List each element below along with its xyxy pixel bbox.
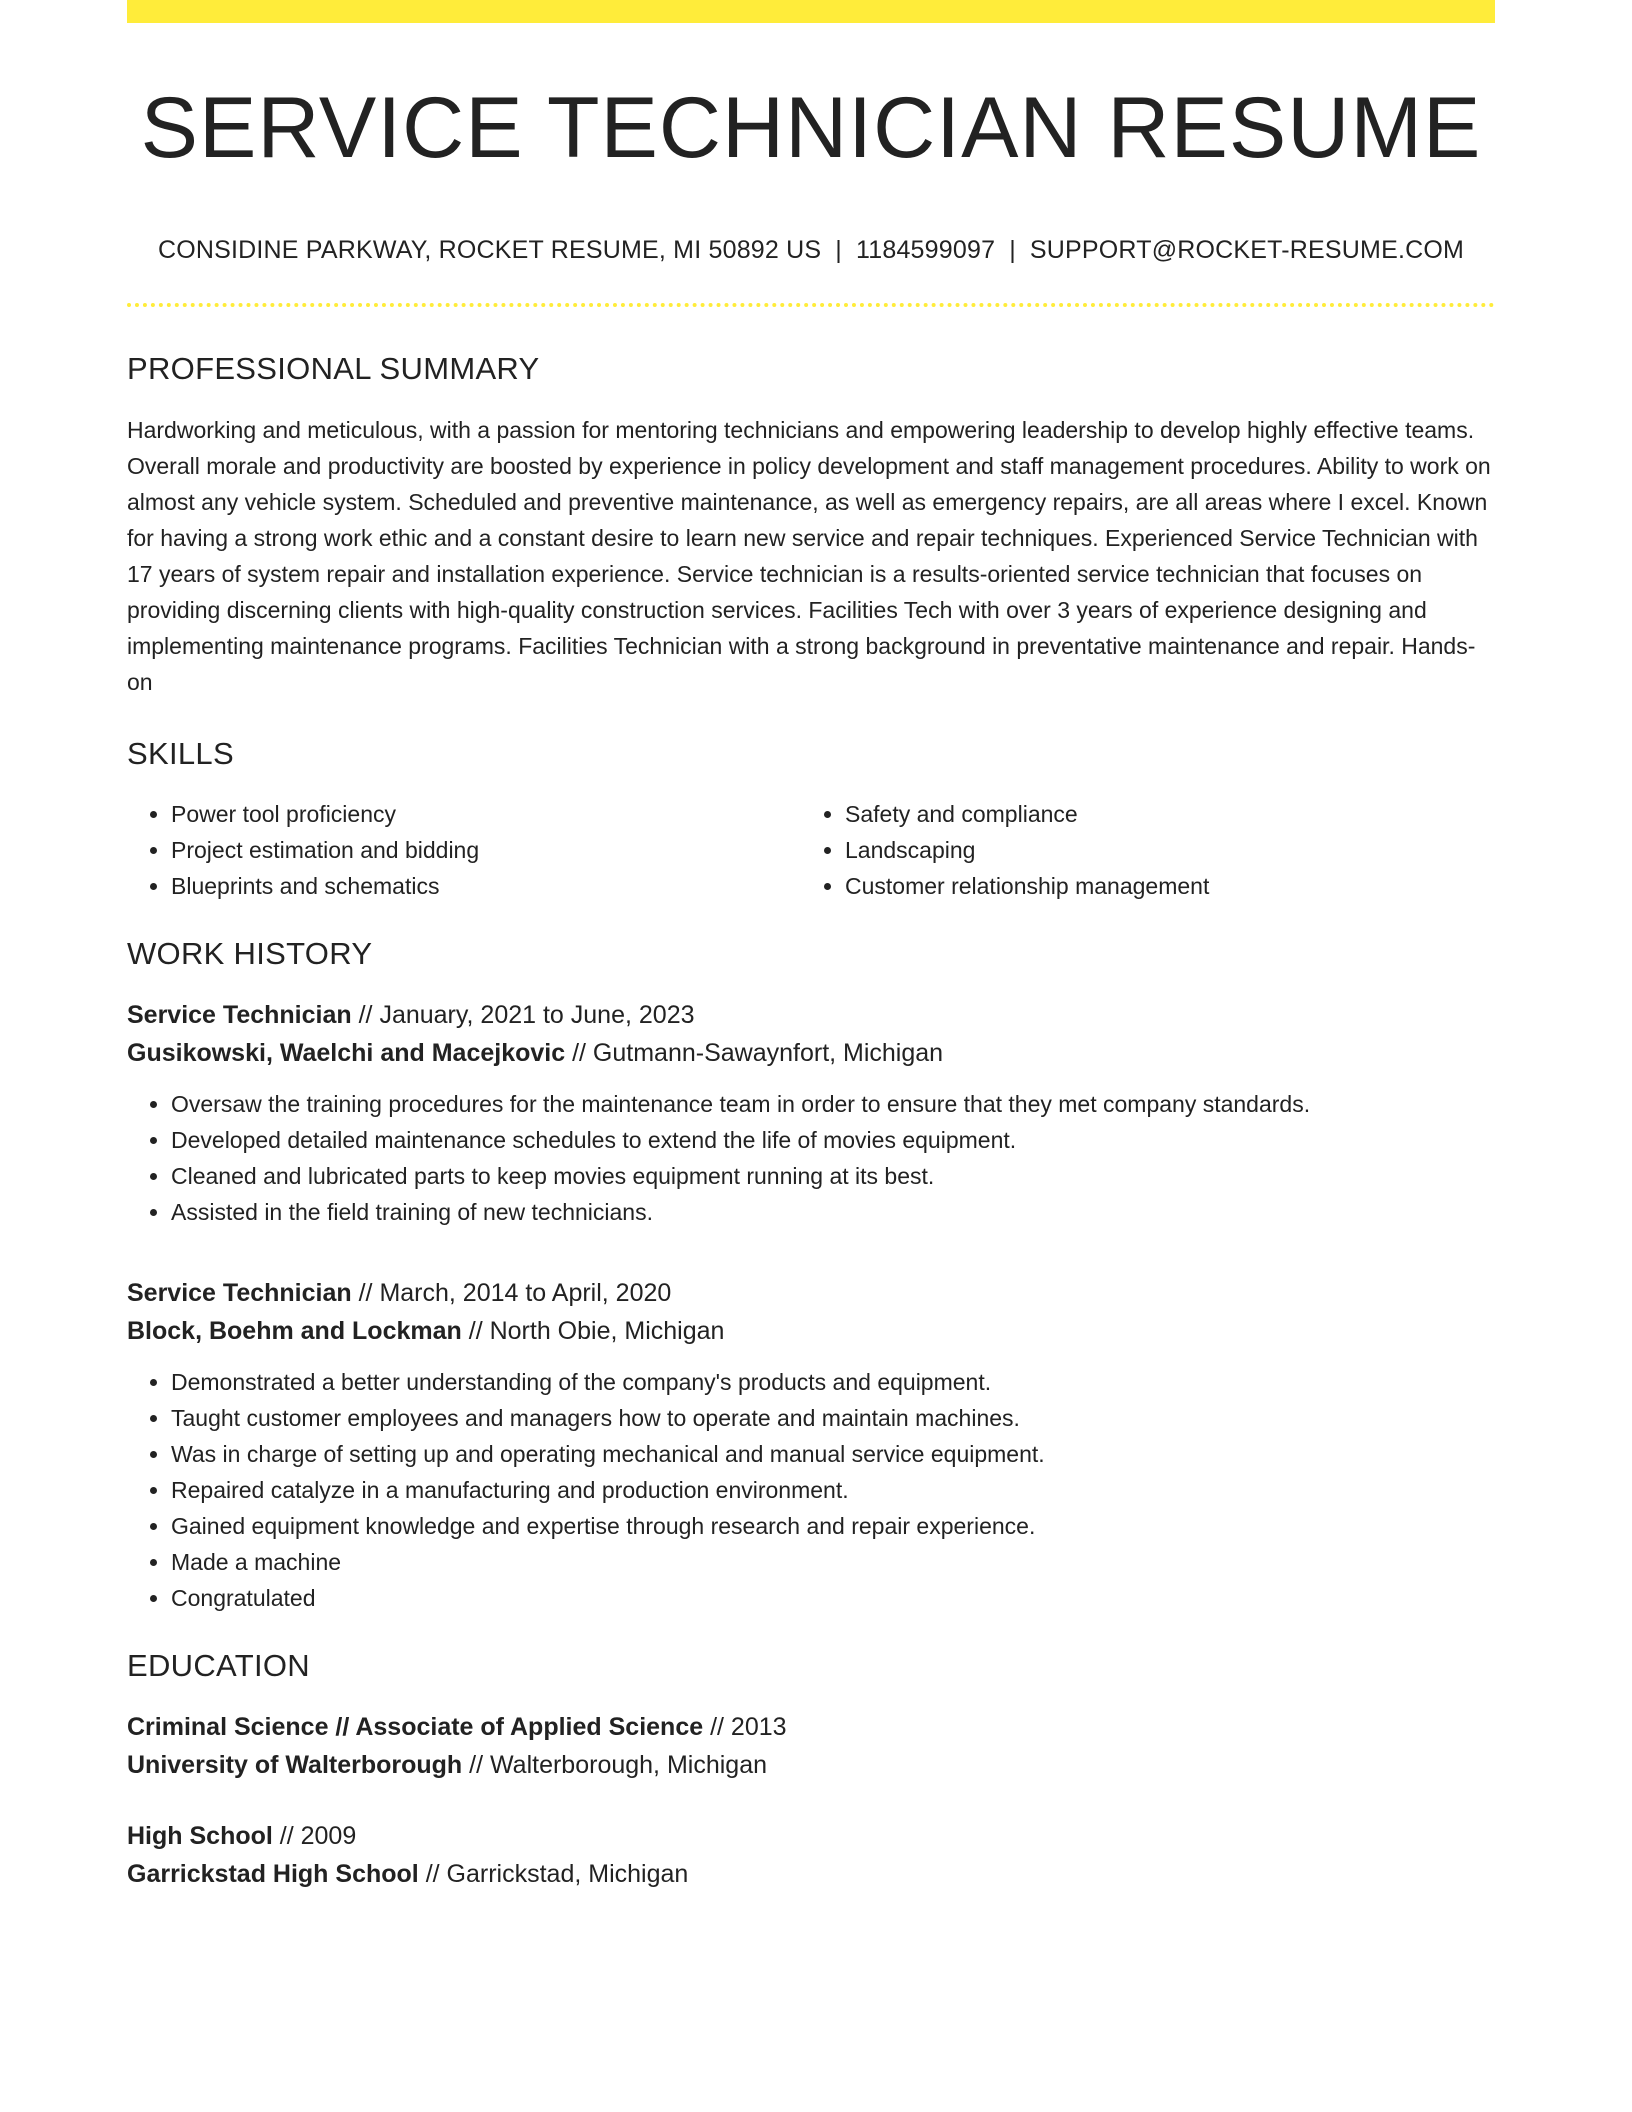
education-entry xyxy=(127,1708,1495,1784)
job-title-line xyxy=(127,996,1495,1034)
education-entry xyxy=(127,1817,1495,1893)
contact-email: SUPPORT@ROCKET-RESUME.COM xyxy=(1029,235,1465,264)
job-company-line xyxy=(127,1312,1495,1350)
job-bullet: • Repaired catalyze in a manufacturing and production environment. xyxy=(171,1472,1495,1508)
job-bullet: • Was in charge of setting up and operating mechanical and manual service equipment. xyxy=(171,1436,1495,1472)
job-bullets xyxy=(127,1364,1495,1616)
contact-phone: 1184599097 xyxy=(856,235,996,264)
job-bullet: • Oversaw the training procedures for the maintenance team in order to ensure that they met company standards. xyxy=(171,1086,1495,1122)
job-company-line xyxy=(127,1034,1495,1072)
job-dates: // January, 2021 to June, 2023 xyxy=(358,1000,695,1029)
education-year: // 2013 xyxy=(710,1712,787,1741)
contact-line xyxy=(127,236,1495,265)
job-entry xyxy=(127,1274,1495,1616)
summary-heading: PROFESSIONAL SUMMARY xyxy=(127,350,540,386)
job-bullet: • Assisted in the field training of new technicians. xyxy=(171,1194,1495,1230)
skill-item: • Project estimation and bidding xyxy=(171,832,801,868)
education-degree-line xyxy=(127,1708,1495,1746)
job-entry xyxy=(127,996,1495,1230)
job-bullet: • Cleaned and lubricated parts to keep movies equipment running at its best. xyxy=(171,1158,1495,1194)
job-company: Gusikowski, Waelchi and Macejkovic xyxy=(127,1038,566,1067)
education-school: University of Walterborough xyxy=(127,1750,463,1779)
education-school-line xyxy=(127,1855,1495,1893)
skill-item: • Safety and compliance xyxy=(845,796,1475,832)
job-bullets xyxy=(127,1086,1495,1230)
summary-text: Hardworking and meticulous, with a passion for mentoring technicians and empowering leadership to develop highly effective teams. Overall morale and productivity are boosted by experience in policy development and staff management procedures. Ability to work on almost any vehicle system. Scheduled and preventive maintenance, as well as emergency repairs, are all areas where I excel. Known for having a strong work ethic and a constant desire to learn new service and repair techniques. Experienced Service Technician with 17 years of system repair and installation experience. Service technician is a results-oriented service technician that focuses on providing discerning clients with high-quality construction services. Facilities Tech with over 3 years of experience designing and implementing maintenance programs. Facilities Technician with a strong background in preventative maintenance and repair. Hands-on xyxy=(127,416,1491,695)
job-dates: // March, 2014 to April, 2020 xyxy=(358,1278,672,1307)
resume-page xyxy=(127,0,1495,1893)
skill-item: • Landscaping xyxy=(845,832,1475,868)
dotted-divider xyxy=(127,303,1495,307)
skills-heading: SKILLS xyxy=(127,735,234,771)
job-company: Block, Boehm and Lockman xyxy=(127,1316,462,1345)
job-bullet: • Taught customer employees and managers how to operate and maintain machines. xyxy=(171,1400,1495,1436)
education-school: Garrickstad High School xyxy=(127,1859,419,1888)
job-location: // Gutmann-Sawaynfort, Michigan xyxy=(572,1038,944,1067)
contact-address: CONSIDINE PARKWAY, ROCKET RESUME, MI 50892 US xyxy=(157,235,822,264)
skills-list xyxy=(127,796,1495,904)
job-title-line xyxy=(127,1274,1495,1312)
accent-bar xyxy=(127,0,1495,23)
skills-column-left xyxy=(127,796,801,904)
job-title: Service Technician xyxy=(127,1000,352,1029)
job-title: Service Technician xyxy=(127,1278,352,1307)
skill-item: • Blueprints and schematics xyxy=(171,868,801,904)
skills-column-right xyxy=(801,796,1475,904)
education-heading: EDUCATION xyxy=(127,1647,310,1683)
contact-separator: | xyxy=(1009,235,1016,264)
education-degree-line xyxy=(127,1817,1495,1855)
skill-item: • Power tool proficiency xyxy=(171,796,801,832)
contact-separator: | xyxy=(835,235,842,264)
education-year: // 2009 xyxy=(279,1821,357,1850)
education-degree: Criminal Science // Associate of Applied Science xyxy=(127,1712,704,1741)
skill-item: • Customer relationship management xyxy=(845,868,1475,904)
job-bullet: • Developed detailed maintenance schedules to extend the life of movies equipment. xyxy=(171,1122,1495,1158)
work-history-heading: WORK HISTORY xyxy=(127,935,373,971)
education-location: // Walterborough, Michigan xyxy=(469,1750,767,1779)
job-bullet: • Gained equipment knowledge and expertise through research and repair experience. xyxy=(171,1508,1495,1544)
education-school-line xyxy=(127,1746,1495,1784)
job-location: // North Obie, Michigan xyxy=(468,1316,725,1345)
page-title: SERVICE TECHNICIAN RESUME xyxy=(140,80,1482,176)
job-bullet: • Demonstrated a better understanding of the company's products and equipment. xyxy=(171,1364,1495,1400)
education-location: // Garrickstad, Michigan xyxy=(425,1859,689,1888)
job-bullet: • Made a machine xyxy=(171,1544,1495,1580)
job-bullet: • Congratulated xyxy=(171,1580,1495,1616)
education-degree: High School xyxy=(127,1821,273,1850)
